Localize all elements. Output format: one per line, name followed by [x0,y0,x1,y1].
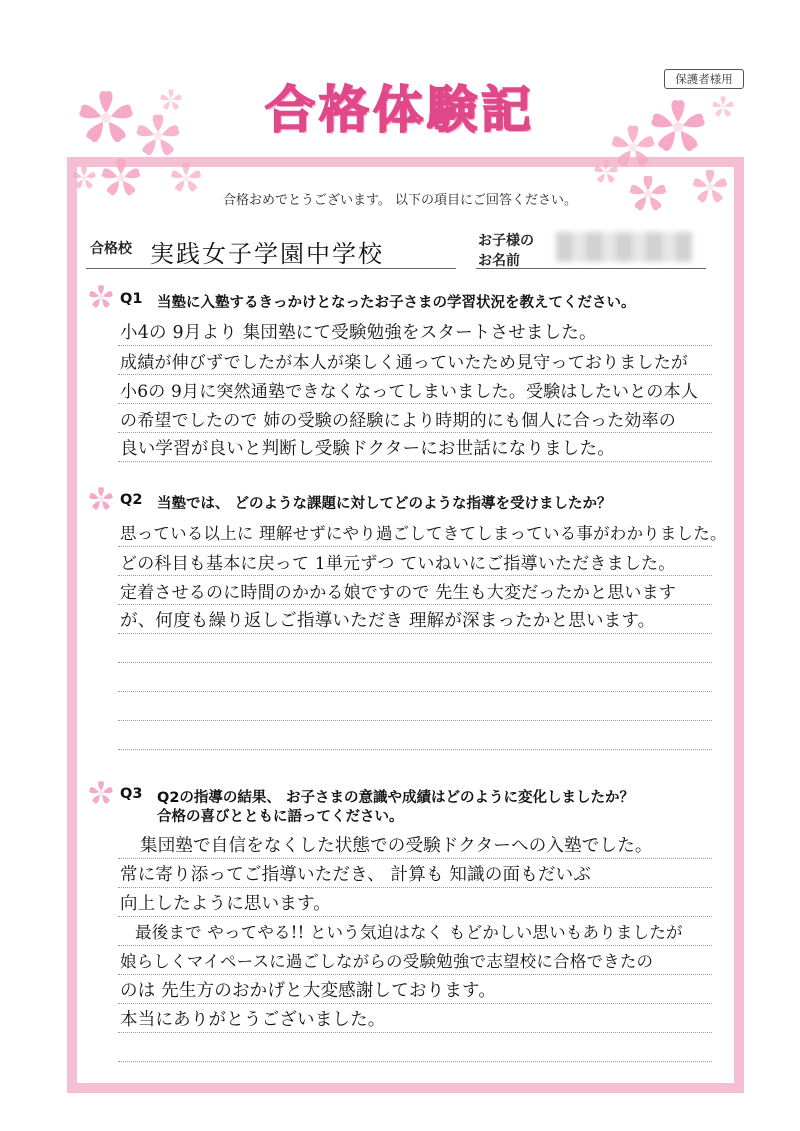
redacted-child-name [556,232,692,262]
q2-answer-line-1: 思っている以上に 理解せずにやり過ごしてきてしまっている事がわかりました。 [120,524,727,543]
answer-rule [118,633,712,634]
q3-answer-line-6: のは 先生方のおかげと大変感謝しております。 [120,981,497,1001]
answer-rule [118,662,712,663]
flower-bullet-icon [88,486,114,512]
q3-answer-line-1: 集団塾で自信をなくした状態での受験ドクターへの入塾でした。 [140,836,653,856]
q3-question-line-2: 合格の喜びとともに語ってください。 [157,809,404,825]
q2-answer-line-3: 定着させるのに時間のかかる娘ですので 先生も大変だったかと思います [120,583,677,603]
q3-number: Q3 [120,786,143,802]
answer-rule [118,575,712,576]
answer-rule [118,858,712,859]
answer-rule [118,403,712,404]
child-name-label-line1: お子様の [478,233,534,249]
q1-answer-line-1: 小4の 9月より 集団塾にて受験勉強をスタートさせました。 [120,323,597,343]
q2-number: Q2 [120,492,143,508]
flower-bullet-icon [88,780,114,806]
answer-rule [118,916,712,917]
q3-answer-line-5: 娘らしくマイペースに過ごしながらの受験勉強で志望校に合格できたの [120,952,654,971]
q1-answer-line-4: の希望でしたので 姉の受験の経験により時期的にも個人に合った効率の [120,411,677,431]
q2-question: 当塾では、 どのような課題に対してどのような指導を受けましたか？ [157,496,612,512]
q1-answer-line-3: 小6の 9月に突然通塾できなくなってしまいました。受験はしたいとの本人 [120,382,699,402]
q2-answer-line-2: どの科目も基本に戻って 1単元ずつ ていねいにご指導いただきました。 [120,554,676,574]
flower-bullet-icon [88,284,114,310]
answer-rule [118,461,712,462]
child-name-label-line2: お名前 [478,253,520,269]
school-underline [86,268,456,269]
q3-answer-line-7: 本当にありがとうございました。 [120,1010,386,1030]
answer-rule [118,749,712,750]
answer-rule [118,945,712,946]
answer-rule [118,974,712,975]
q1-question: 当塾に入塾するきっかけとなったお子さまの学習状況を教えてください。 [157,295,636,311]
answer-rule [118,1032,712,1033]
answer-rule [118,1003,712,1004]
answer-rule [118,345,712,346]
guardian-badge: 保護者様用 [664,69,744,89]
answer-rule [118,887,712,888]
child-name-underline [476,268,706,269]
q1-answer-line-5: 良い学習が良いと判断し受験ドクターにお世話になりました。 [120,439,615,459]
answer-rule [118,720,712,721]
q1-answer-line-2: 成績が伸びずでしたが本人が楽しく通っていたため見守っておりましたが [120,353,689,373]
q3-answer-line-3: 向上したように思います。 [120,894,331,914]
page-title: 合格体験記 [265,80,535,139]
q1-number: Q1 [120,291,143,307]
answer-rule [118,691,712,692]
q3-answer-line-4: 最後まで やってやる!! という気迫はなく もどかしい思いもありましたが [135,923,683,942]
answer-rule [118,604,712,605]
q2-answer-line-4: が、何度も繰り返しご指導いただき 理解が深まったかと思います。 [120,611,656,631]
answer-rule [118,1061,712,1062]
q3-answer-line-2: 常に寄り添ってご指導いただき、 計算も 知識の面もだいぶ [120,865,592,885]
school-label: 合格校 [90,241,132,257]
answer-rule [118,432,712,433]
answer-rule [118,546,712,547]
q3-question-line-1: Q2の指導の結果、 お子さまの意識や成績はどのように変化しましたか？ [157,790,634,806]
intro-text: 合格おめでとうございます。 以下の項目にご回答ください。 [222,193,578,208]
school-value: 実践女子学園中学校 [150,240,384,268]
answer-rule [118,374,712,375]
